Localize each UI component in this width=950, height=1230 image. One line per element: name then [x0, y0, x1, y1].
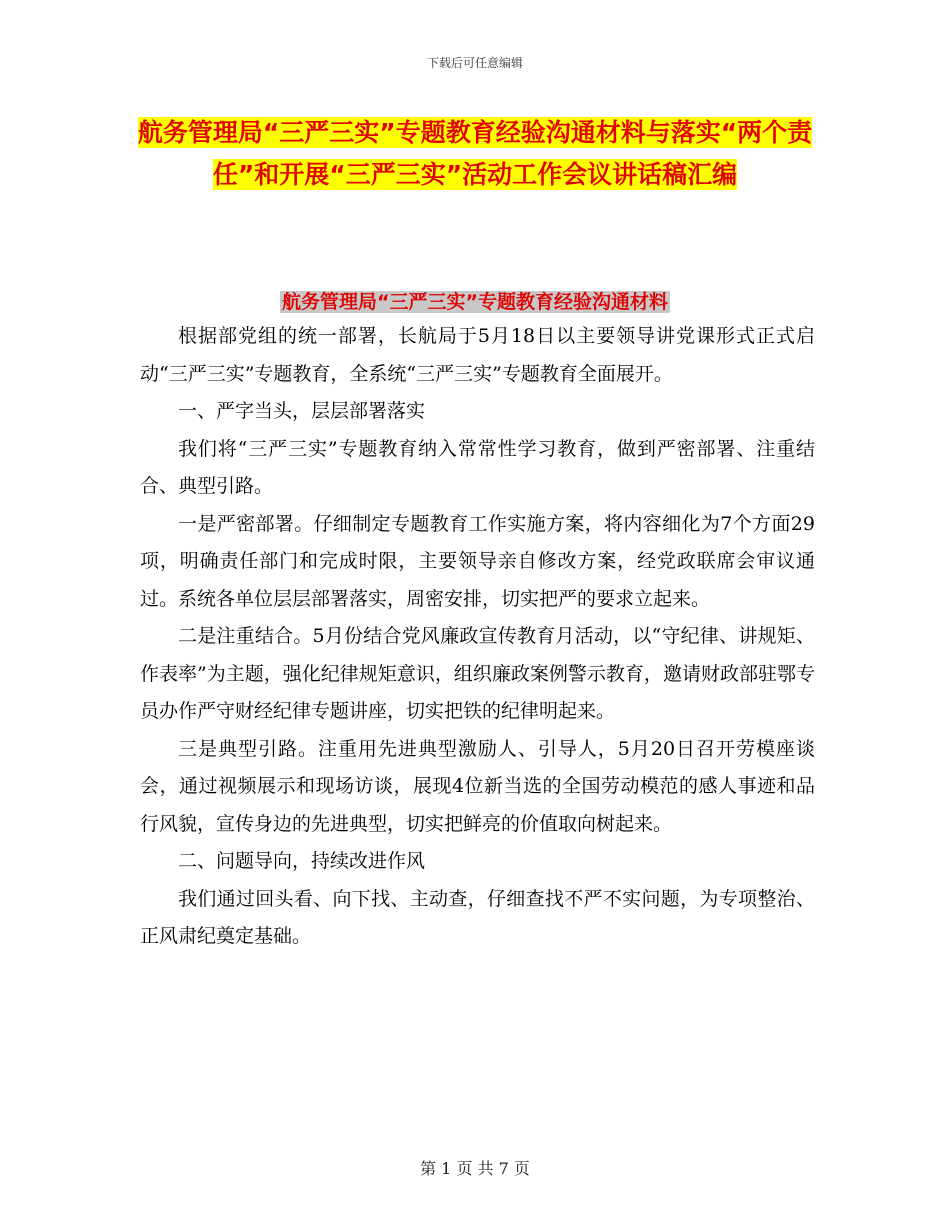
- section-title: [0, 288, 950, 316]
- paragraph-intro: 根据部党组的统一部署，长航局于5月18日以主要领导讲党课形式正式启动“三严三实”专题教育，全系统“三严三实”专题教育全面展开。: [140, 325, 815, 385]
- heading-section-2: 二、问题导向，持续改进作风: [178, 850, 426, 872]
- paragraph-section-2-summary: 我们通过回头看、向下找、主动查，仔细查找不严不实问题，为专项整治、正风肃纪奠定基础。: [140, 887, 815, 947]
- paragraph-integration: 二是注重结合。5月份结合党风廉政宣传教育月活动，以“守纪律、讲规矩、作表率”为主题，强化纪律规矩意识，组织廉政案例警示教育，邀请财政部驻鄂专员办作严守财经纪律专题讲座，切实把铁的纪律明起来。: [140, 625, 815, 722]
- document-body: [140, 318, 815, 956]
- page-footer: 第 1 页 共 7 页: [420, 1159, 530, 1178]
- heading-section-1: 一、严字当头，层层部署落实: [178, 400, 426, 422]
- document-title-text: 航务管理局“三严三实”专题教育经验沟通材料与落实“两个责任”和开展“三严三实”活动工作会议讲话稿汇编: [137, 118, 813, 189]
- paragraph-strict-deployment: 一是严密部署。仔细制定专题教育工作实施方案，将内容细化为7个方面29项，明确责任部门和完成时限，主要领导亲自修改方案，经党政联席会审议通过。系统各单位层层部署落实，周密安排，切实把严的要求立起来。: [140, 512, 815, 610]
- paragraph-role-models: 三是典型引路。注重用先进典型激励人、引导人，5月20日召开劳模座谈会，通过视频展示和现场访谈，展现4位新当选的全国劳动模范的感人事迹和品行风貌，宣传身边的先进典型，切实把鲜亮的价值取向树起来。: [140, 737, 815, 835]
- paragraph-section-1-summary: 我们将“三严三实”专题教育纳入常常性学习教育，做到严密部署、注重结合、典型引路。: [140, 437, 815, 497]
- header-note: 下载后可任意编辑: [426, 56, 523, 70]
- document-title: [135, 112, 815, 196]
- section-title-text: 航务管理局“三严三实”专题教育经验沟通材料: [282, 291, 668, 313]
